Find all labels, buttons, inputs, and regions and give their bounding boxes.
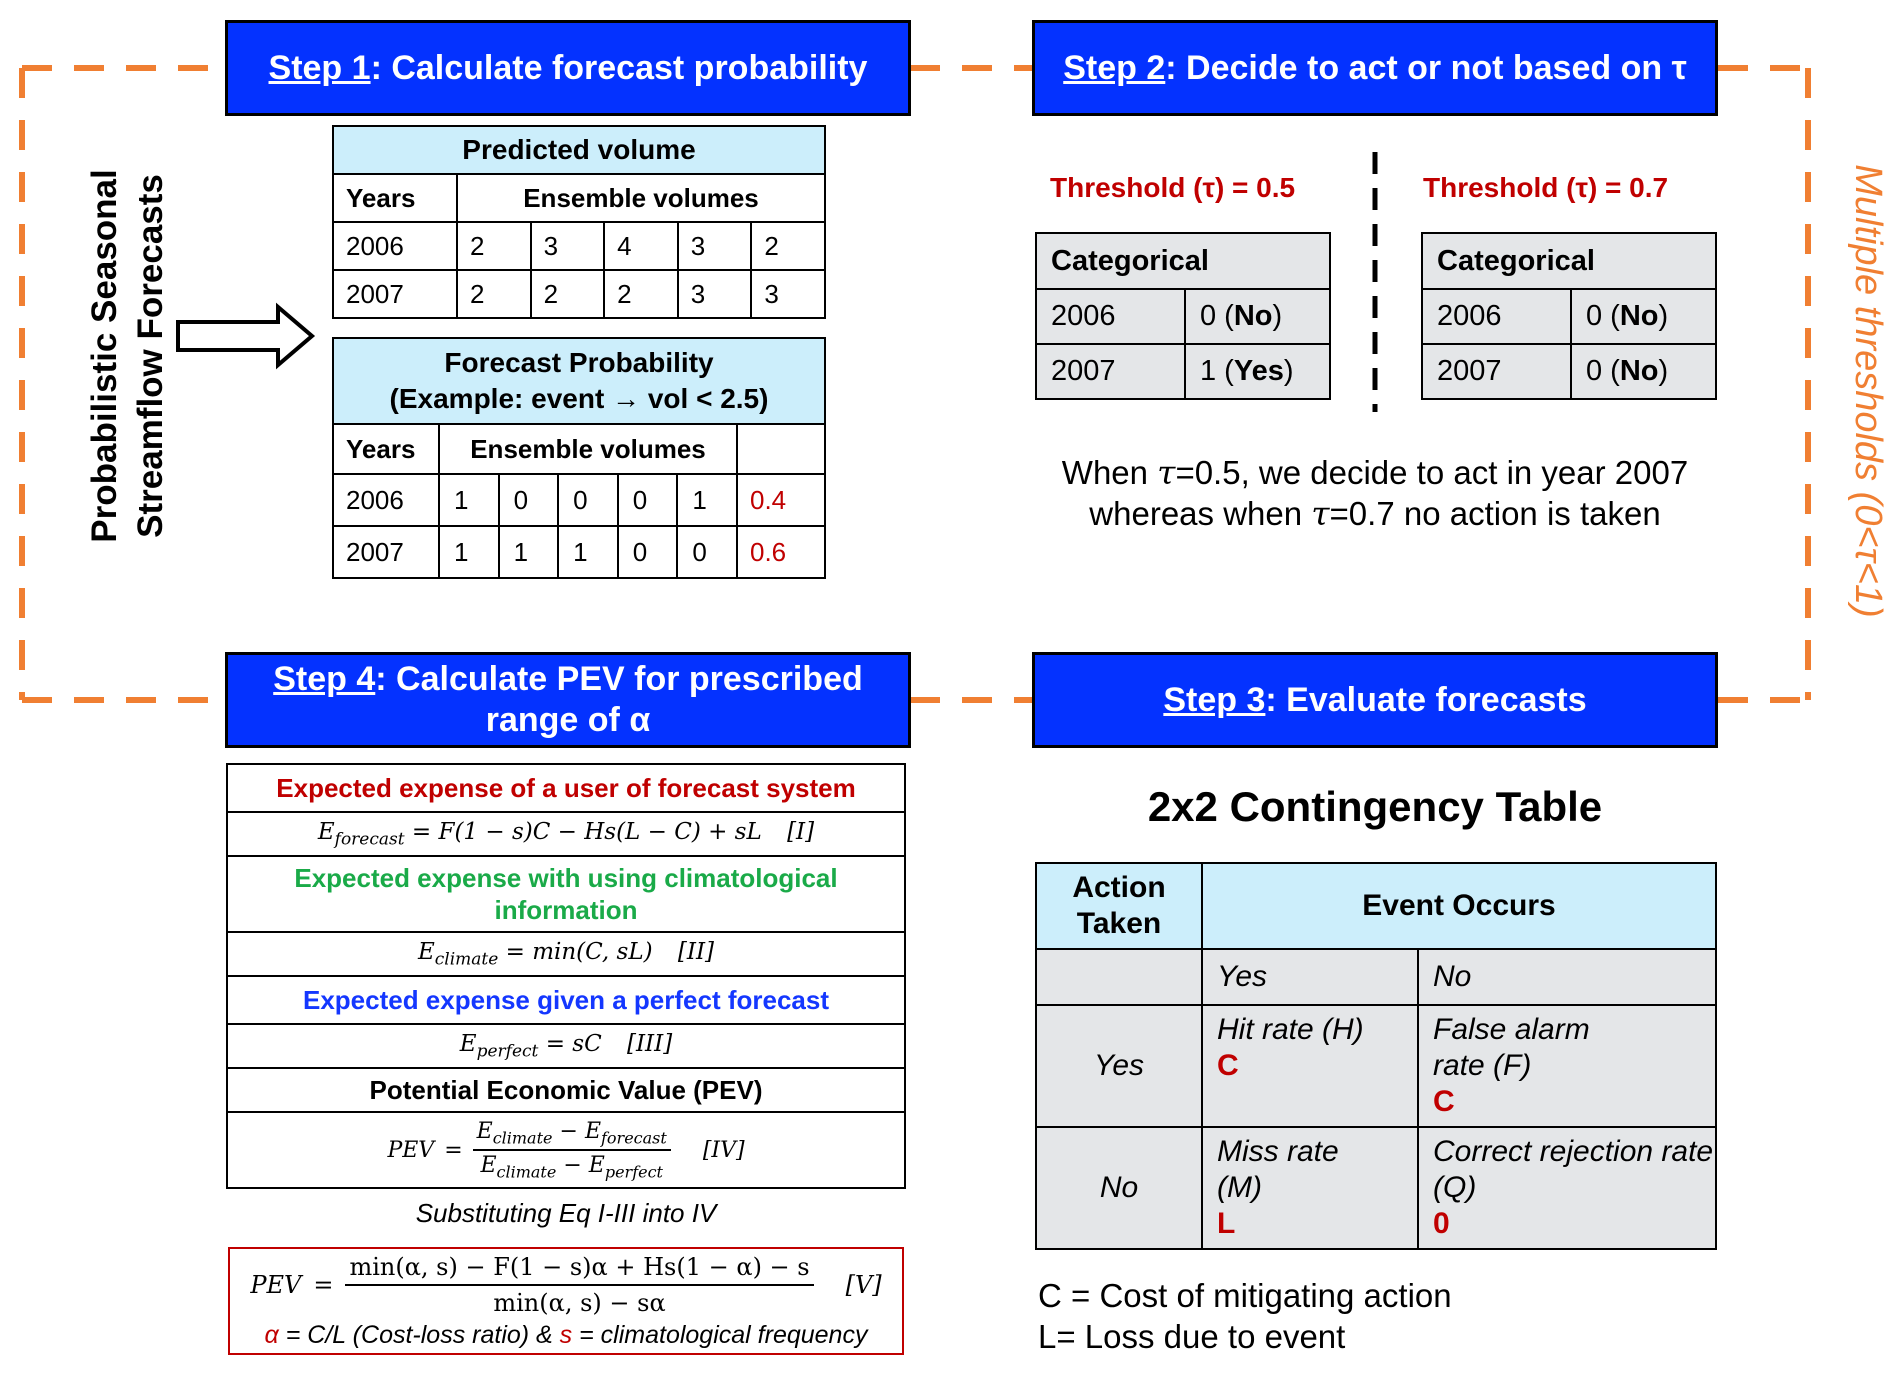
- forecast-expense-title: Expected expense of a user of forecast system: [227, 764, 905, 812]
- pev-title: Potential Economic Value (PEV): [227, 1068, 905, 1112]
- forecast-cell: 0: [677, 526, 737, 578]
- categorical-year: 2006: [1422, 289, 1571, 344]
- predicted-title: Predicted volume: [333, 126, 825, 174]
- table-row: [1422, 289, 1716, 344]
- equation-5: [230, 1253, 902, 1317]
- categorical-num: 1 (: [1200, 355, 1234, 387]
- eq-subscript: climate: [496, 1162, 557, 1182]
- false-alarm-cell: [1418, 1005, 1716, 1127]
- fraction: [473, 1119, 671, 1182]
- eq-minus: −: [559, 1118, 578, 1144]
- decision-text-part: =0.5, we decide to act in year 2007: [1175, 454, 1689, 491]
- forecast-cell: 1: [499, 526, 559, 578]
- miss-rate-label-2: (M): [1217, 1171, 1262, 1204]
- step4-header: [225, 652, 911, 748]
- forecast-year: 2007: [333, 526, 439, 578]
- legend: [1038, 1275, 1452, 1357]
- forecast-cell: 0: [499, 474, 559, 526]
- predicted-cell: 2: [604, 270, 678, 318]
- miss-rate-cell: [1202, 1127, 1418, 1249]
- table-row: [1036, 1127, 1716, 1249]
- correct-rejection-label-2: (Q): [1433, 1171, 1477, 1204]
- predicted-col-years: Years: [333, 174, 457, 222]
- false-alarm-label-1: False alarm: [1433, 1013, 1590, 1046]
- forecast-cell: 0: [558, 474, 618, 526]
- decision-text-part: whereas when: [1089, 495, 1312, 532]
- categorical-word: No: [1619, 300, 1659, 332]
- predicted-cell: 3: [678, 222, 752, 270]
- categorical-num: 0 (: [1200, 300, 1234, 332]
- predicted-cell: 4: [604, 222, 678, 270]
- eq-subscript: perfect: [476, 1041, 539, 1062]
- miss-rate-loss: L: [1217, 1207, 1236, 1240]
- tau-symbol: τ: [1157, 453, 1176, 492]
- decision-line-2: [1032, 493, 1718, 534]
- event-no: No: [1418, 949, 1716, 1005]
- forecast-probability: 0.4: [737, 474, 825, 526]
- table-row: [1036, 344, 1330, 399]
- pev-table: [226, 763, 906, 1189]
- eq-symbol: E: [317, 818, 335, 845]
- substituting-note: Substituting Eq I-III into IV: [415, 1198, 717, 1228]
- perfect-expense-title: Expected expense given a perfect forecast: [227, 976, 905, 1024]
- left-label-line2: Streamflow Forecasts: [131, 174, 170, 538]
- categorical-num: 0 (: [1586, 355, 1620, 387]
- left-vertical-label: [82, 156, 178, 556]
- eq-subscript: climate: [434, 949, 499, 970]
- step3-header: [1032, 652, 1718, 748]
- forecast-probability: 0.6: [737, 526, 825, 578]
- table-row: [333, 222, 825, 270]
- hit-rate-label: Hit rate (H): [1217, 1013, 1364, 1046]
- action-no: No: [1036, 1127, 1202, 1249]
- eq-subscript: perfect: [604, 1162, 663, 1182]
- predicted-cell: 2: [531, 270, 605, 318]
- correct-rejection-label-1: Correct rejection rate: [1433, 1135, 1714, 1168]
- eq-body: = F(1 − s)C − Hs(L − C) + sL: [411, 818, 762, 845]
- action-yes: Yes: [1036, 1005, 1202, 1127]
- legend-loss: L= Loss due to event: [1038, 1318, 1346, 1355]
- eq-body: = min(C, sL): [505, 938, 653, 965]
- eq-tag: [V]: [845, 1271, 882, 1299]
- eq-symbol: E: [417, 938, 435, 965]
- categorical-year: 2007: [1422, 344, 1571, 399]
- eq-sign: =: [313, 1271, 334, 1299]
- table-row: [1422, 344, 1716, 399]
- predicted-cell: 3: [531, 222, 605, 270]
- eq-symbol: E: [459, 1030, 477, 1057]
- s-definition: = climatological frequency: [572, 1321, 868, 1349]
- event-occurs-header: Event Occurs: [1202, 863, 1716, 949]
- fraction: [345, 1253, 813, 1317]
- table-row: [333, 474, 825, 526]
- step1-number: Step 1: [268, 48, 371, 87]
- final-equation-box: [228, 1247, 904, 1355]
- forecast-prob-title-2: (Example: event → vol < 2.5): [389, 383, 769, 414]
- predicted-col-ensemble: Ensemble volumes: [457, 174, 825, 222]
- false-alarm-cost: C: [1433, 1085, 1455, 1118]
- eq-symbol: PEV: [250, 1271, 302, 1299]
- eq-minus: −: [563, 1153, 582, 1178]
- step3-title: : Evaluate forecasts: [1265, 680, 1587, 719]
- predicted-cell: 2: [751, 222, 825, 270]
- hit-rate-cost: C: [1217, 1049, 1239, 1082]
- step2-number: Step 2: [1063, 48, 1166, 87]
- step4-title-line2: range of α: [485, 701, 651, 739]
- categorical-paren: ): [1283, 355, 1294, 387]
- categorical-value: [1571, 289, 1716, 344]
- categorical-word: No: [1233, 300, 1273, 332]
- eq-tag: [IV]: [702, 1137, 745, 1163]
- eq-symbol: E: [480, 1153, 497, 1178]
- decision-text-part: =0.7 no action is taken: [1329, 495, 1661, 532]
- predicted-cell: 2: [457, 270, 531, 318]
- decision-line-1: [1032, 452, 1718, 493]
- legend-cost: C = Cost of mitigating action: [1038, 1277, 1452, 1314]
- categorical-word: No: [1619, 355, 1659, 387]
- categorical-year: 2006: [1036, 289, 1185, 344]
- table-row: [1036, 1005, 1716, 1127]
- table-row: [1036, 289, 1330, 344]
- right-arrow-icon: [178, 307, 312, 365]
- equation-2: [227, 932, 905, 976]
- table-row: [333, 526, 825, 578]
- predicted-volume-table: [332, 125, 826, 319]
- eq-tag: [III]: [626, 1030, 673, 1057]
- false-alarm-label-2: rate (F): [1433, 1049, 1532, 1082]
- miss-rate-label-1: Miss rate: [1217, 1135, 1339, 1168]
- alpha-symbol: α: [264, 1321, 279, 1349]
- forecast-cell: 0: [618, 474, 678, 526]
- climate-title-2: information: [494, 895, 638, 925]
- eq-tag: [I]: [787, 818, 815, 845]
- categorical-value: [1185, 344, 1330, 399]
- corner-cell: [1036, 949, 1202, 1005]
- predicted-year: 2007: [333, 270, 457, 318]
- forecast-cell: 1: [558, 526, 618, 578]
- categorical-value: [1185, 289, 1330, 344]
- predicted-year: 2006: [333, 222, 457, 270]
- contingency-title: 2x2 Contingency Table: [1147, 783, 1603, 830]
- forecast-probability-table: [332, 337, 826, 579]
- forecast-cell: 1: [439, 474, 499, 526]
- s-symbol: s: [559, 1321, 573, 1349]
- action-taken-header: [1036, 863, 1202, 949]
- eq-symbol: PEV: [387, 1137, 435, 1163]
- forecast-col-prob: [737, 424, 825, 474]
- categorical-header: Categorical: [1422, 233, 1716, 289]
- alpha-s-definition: [230, 1321, 902, 1350]
- alpha-definition: = C/L (Cost-loss ratio) &: [278, 1321, 560, 1349]
- climate-title-1: Expected expense with using climatological: [294, 863, 838, 893]
- predicted-cell: 3: [751, 270, 825, 318]
- categorical-table-07: [1421, 232, 1717, 400]
- action-taken-line1: Action: [1072, 871, 1166, 904]
- categorical-word: Yes: [1233, 355, 1284, 387]
- action-taken-line2: Taken: [1076, 907, 1162, 940]
- step1-header: [225, 20, 911, 116]
- tau-symbol: τ: [1311, 494, 1330, 533]
- eq-body: = sC: [545, 1030, 602, 1057]
- forecast-prob-title-1: Forecast Probability: [444, 347, 714, 378]
- step3-number: Step 3: [1163, 680, 1266, 719]
- eq-tag: [II]: [677, 938, 715, 965]
- fraction-numerator: [473, 1119, 671, 1151]
- fraction-denominator: min(α, s) − sα: [493, 1289, 666, 1317]
- categorical-num: 0 (: [1586, 300, 1620, 332]
- table-row: [333, 270, 825, 318]
- eq-subscript: climate: [492, 1128, 553, 1147]
- forecast-col-years: Years: [333, 424, 439, 474]
- decision-text-part: When: [1061, 454, 1158, 491]
- eq-symbol: E: [584, 1118, 601, 1144]
- step4-title: : Calculate PEV for prescribed: [375, 660, 863, 699]
- step1-title: : Calculate forecast probability: [370, 48, 868, 87]
- eq-symbol: E: [588, 1153, 605, 1178]
- categorical-year: 2007: [1036, 344, 1185, 399]
- step2-header: [1032, 20, 1718, 116]
- climate-expense-title: [227, 856, 905, 932]
- eq-subscript: forecast: [601, 1128, 667, 1147]
- categorical-table-05: [1035, 232, 1331, 400]
- forecast-cell: 1: [439, 526, 499, 578]
- categorical-paren: ): [1658, 355, 1669, 387]
- fraction-numerator: min(α, s) − F(1 − s)α + Hs(1 − α) − s: [345, 1253, 813, 1286]
- categorical-value: [1571, 344, 1716, 399]
- forecast-cell: 1: [677, 474, 737, 526]
- equation-4: [227, 1112, 905, 1188]
- predicted-cell: 2: [457, 222, 531, 270]
- categorical-paren: ): [1658, 300, 1669, 332]
- eq-sign: =: [444, 1137, 463, 1163]
- contingency-table: [1035, 862, 1717, 1250]
- threshold-label-07: Threshold (τ) = 0.7: [1423, 172, 1669, 203]
- categorical-paren: ): [1272, 300, 1283, 332]
- forecast-prob-title: [333, 338, 825, 424]
- equation-1: [227, 812, 905, 856]
- left-label-line1: Probabilistic Seasonal: [85, 169, 124, 543]
- event-yes: Yes: [1202, 949, 1418, 1005]
- hit-rate-cell: [1202, 1005, 1418, 1127]
- step2-title: : Decide to act or not based on τ: [1165, 48, 1687, 87]
- forecast-cell: 0: [618, 526, 678, 578]
- forecast-col-ensemble: Ensemble volumes: [439, 424, 737, 474]
- threshold-label-05: Threshold (τ) = 0.5: [1050, 172, 1296, 203]
- right-vertical-label: Multiple thresholds (0<τ<1): [1847, 164, 1889, 618]
- categorical-header: Categorical: [1036, 233, 1330, 289]
- decision-text: [1032, 452, 1718, 534]
- predicted-cell: 3: [678, 270, 752, 318]
- fraction-denominator: [480, 1151, 663, 1181]
- eq-symbol: E: [476, 1118, 493, 1144]
- forecast-year: 2006: [333, 474, 439, 526]
- equation-3: [227, 1024, 905, 1068]
- correct-rejection-zero: 0: [1433, 1207, 1450, 1240]
- step4-number: Step 4: [273, 660, 376, 699]
- eq-subscript: forecast: [334, 829, 405, 850]
- correct-rejection-cell: [1418, 1127, 1716, 1249]
